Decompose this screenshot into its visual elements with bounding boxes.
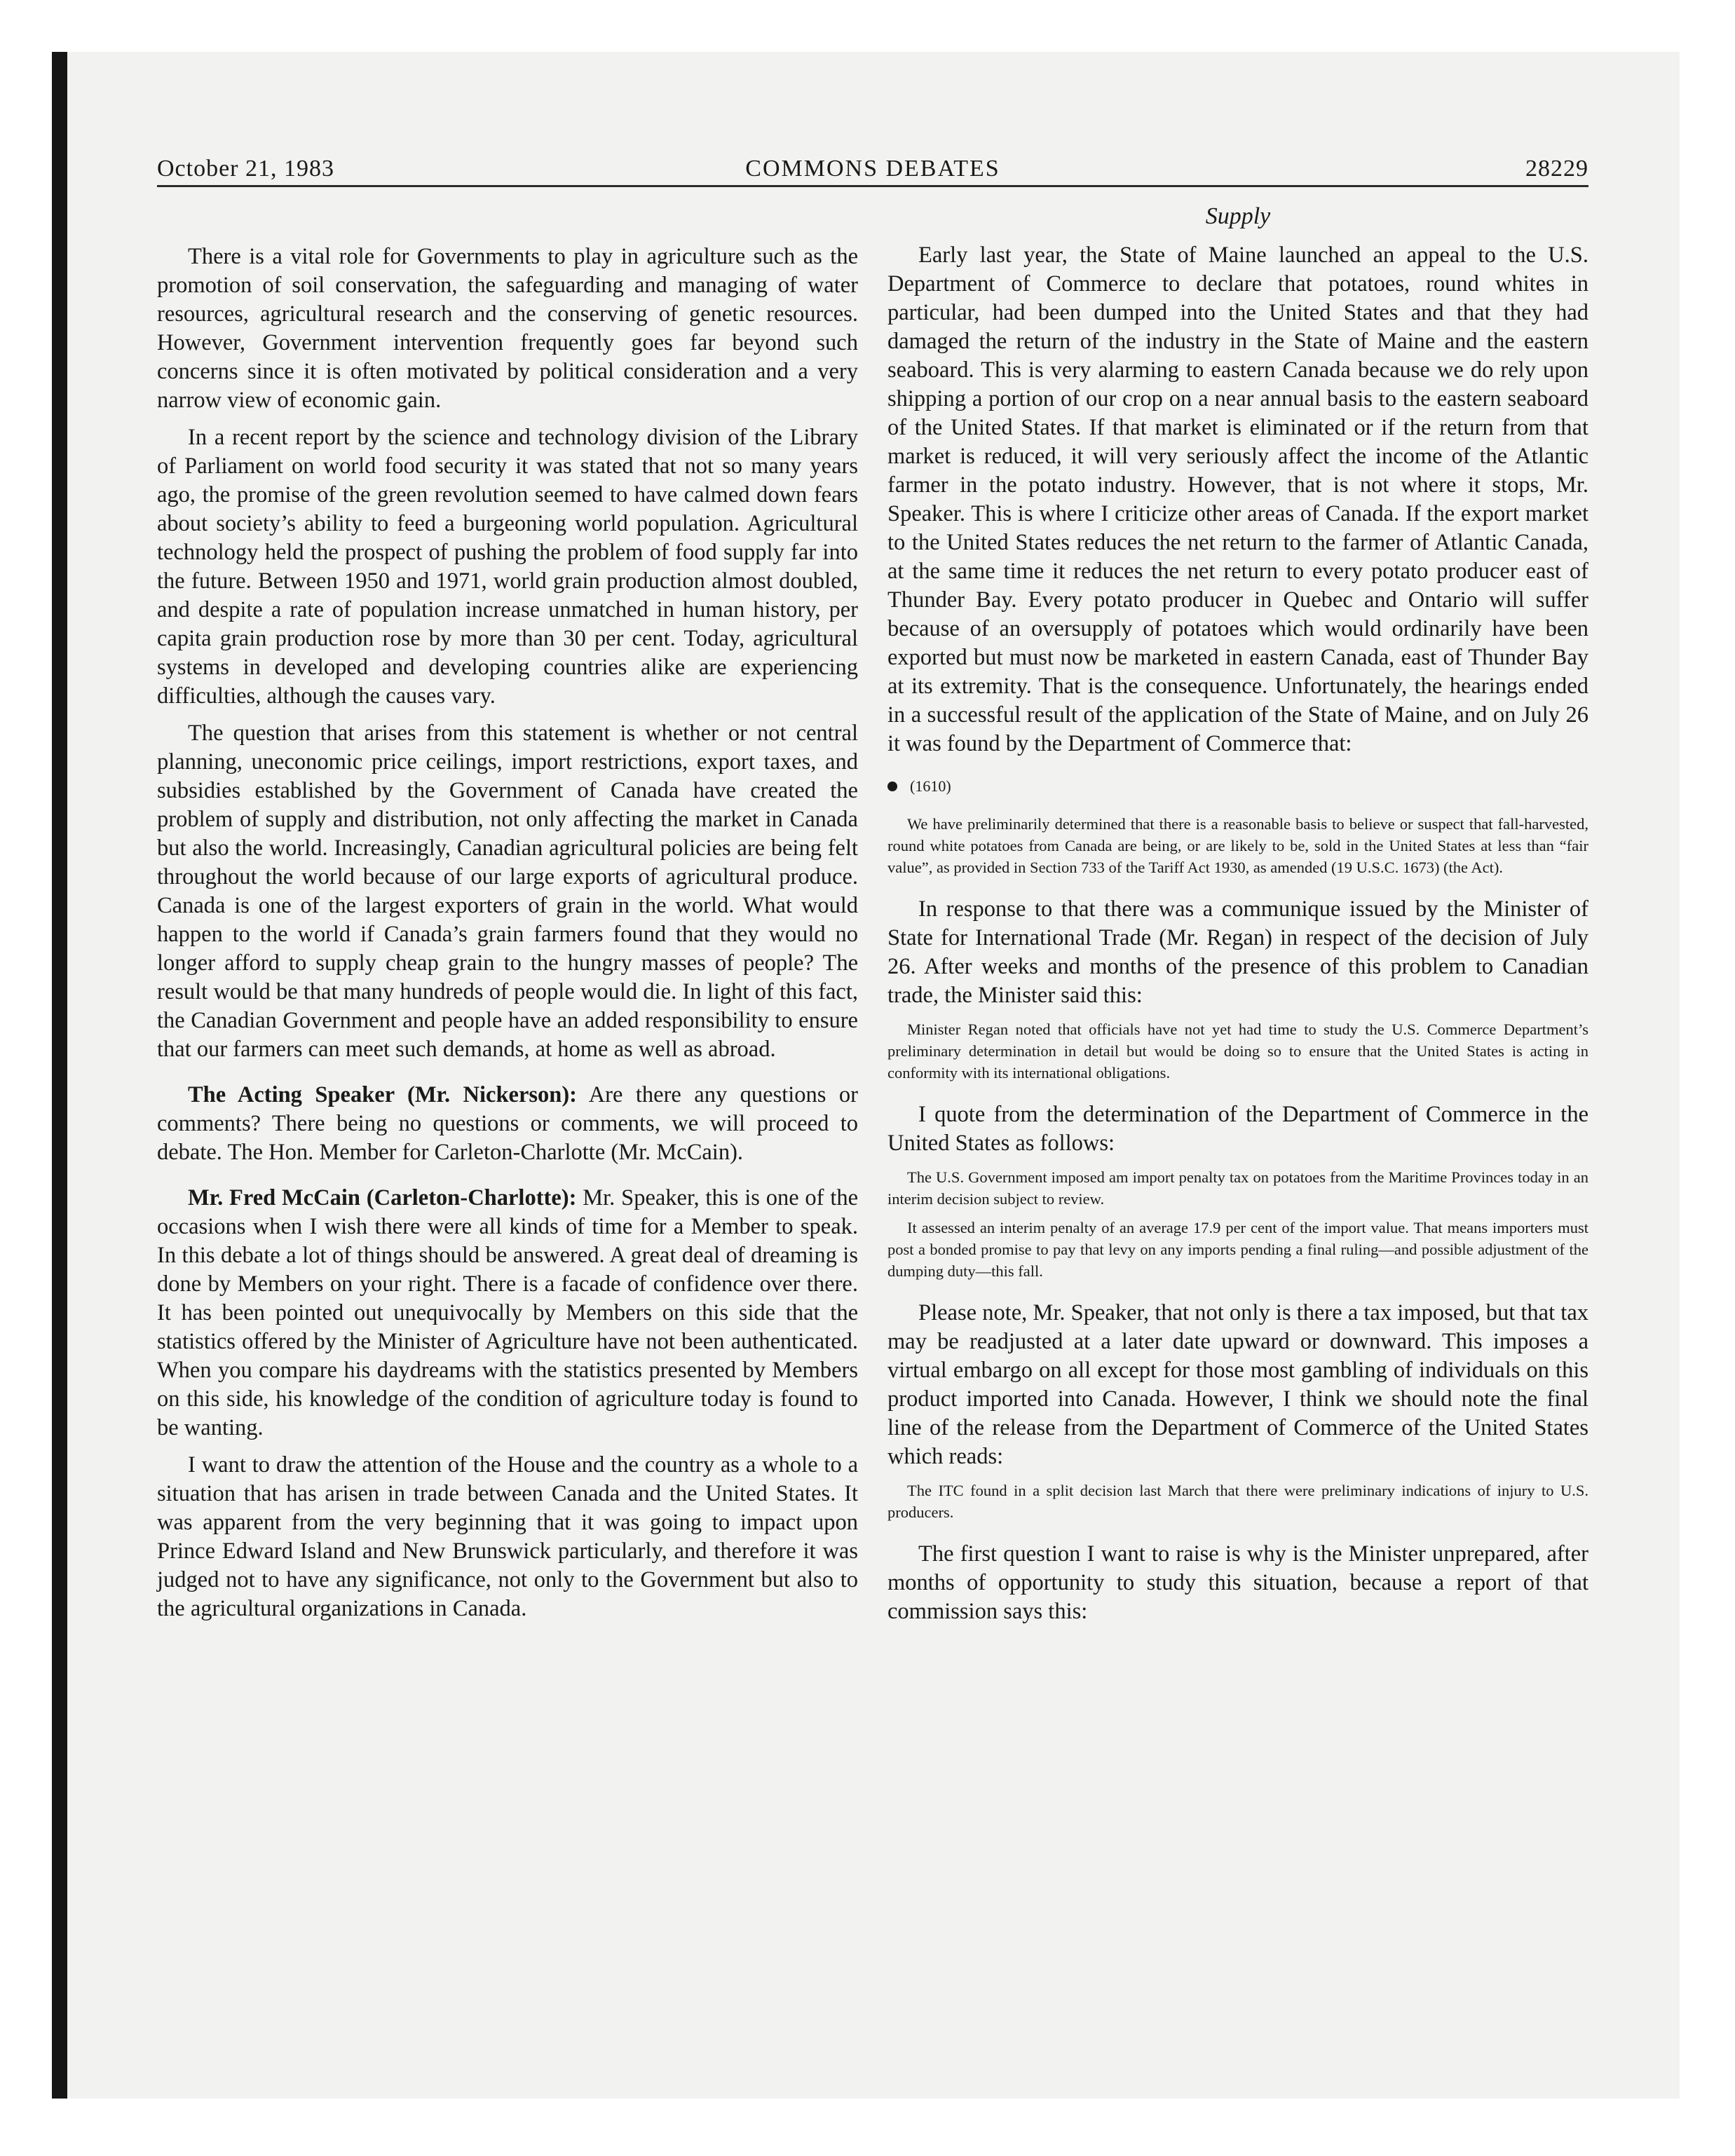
speech-text: Mr. Speaker, this is one of the occasions when I wish there were all kinds of time for a Member to speak. In this debate a lot of things should be answered. A great deal of dreaming is done by Members on your right. There is a facade of confidence over there. It has been pointed out unequivocally by Members on this side that the statistics offered by the Minister of Agriculture have not been authenticated. When you compare his daydreams with the statistics presented by Members on this side, his knowledge of the condition of agriculture today is found to be wanting. — [157, 1185, 859, 1440]
bullet-icon — [887, 782, 897, 791]
paragraph: I want to draw the attention of the House and the country as a whole to a situation that has arisen in trade between Canada and the United States. It was apparent from the very beginning that it was going to impact upon Prince Edward Island and New Brunswick particularly, and therefore it was judged not to have any significance, not only to the Government but also to the agricultural organizations in Canada. — [157, 1452, 858, 1621]
speaker-name: Mr. Fred McCain (Carleton-Charlotte): — [188, 1185, 577, 1210]
speech-text: Are there any questions or comments? There being no questions or comments, we will proceed to debate. The Hon. Member for Carleton-Charlotte (Mr. McCain). — [157, 1082, 858, 1165]
header-publication: COMMONS DEBATES — [745, 156, 1000, 182]
block-quote: We have preliminarily determined that there is a reasonable basis to believe or suspect that fall-harvested, round white potatoes from Canada are being, or are likely to be, sold in the United States at less than “fair value”, as provided in Section 733 of the Tariff Act 1930, as amended (19 U.S.C. 1673) (the Act). — [887, 815, 1588, 876]
time-marker-text: (1610) — [910, 777, 951, 795]
paragraph: There is a vital role for Governments to play in agriculture such as the promotion of soil conservation, the safeguarding and managing of water resources, agricultural research and the conserving of genetic resources. However, Government intervention frequently goes far beyond such concerns since it is often motivated by political consideration and a very narrow view of economic gain. — [157, 244, 858, 413]
block-quote: The U.S. Government imposed am import penalty tax on potatoes from the Maritime Provinces today in an interim decision subject to review. — [887, 1168, 1588, 1208]
block-quote: Minister Regan noted that officials have not yet had time to study the U.S. Commerce Department’s preliminary determination in detail but would be doing so to ensure that the United States is acting in conformity with its international obligations. — [887, 1021, 1588, 1082]
block-quote: It assessed an interim penalty of an average 17.9 per cent of the import value. That means importers must post a bonded promise to pay that levy on any imports pending a final ruling—and possible adjustment of the dumping duty—this fall. — [887, 1219, 1588, 1280]
paragraph: In a recent report by the science and technology division of the Library of Parliament on world food security it was stated that not so many years ago, the promise of the green revolution seemed to have calmed down fears about society’s ability to feed a burgeoning world population. Agricultural technology held the prospect of pushing the problem of food supply far into the future. Between 1950 and 1971, world grain production almost doubled, and despite a rate of population increase unmatched in human history, per capita grain production rose by more than 30 per cent. Today, agricultural systems in developed and developing countries alike are experiencing difficulties, although the causes vary. — [157, 425, 858, 709]
speech-paragraph — [157, 1184, 858, 1442]
paragraph: The question that arises from this statement is whether or not central planning, uneconomic price ceilings, import restrictions, export taxes, and subsidies established by the Government of Canada have created the problem of supply and distribution, not only affecting the market in Canada but also the world. Increasingly, Canadian agricultural policies are being felt throughout the world because of our large exports of agricultural produce. Canada is one of the largest exporters of grain in the world. What would happen to the world if Canada’s grain farmers found that they would no longer afford to supply cheap grain to the hungry masses of people? The result would be that many hundreds of people would die. In light of this fact, the Canadian Government and people have an added responsibility to ensure that our farmers can meet such demands, at home as well as abroad. — [157, 721, 858, 1062]
paragraph: In response to that there was a communique issued by the Minister of State for International Trade (Mr. Regan) in respect of the decision of July 26. After weeks and months of the presence of this problem to Canadian trade, the Minister said this: — [887, 896, 1588, 1008]
section-title: Supply — [1205, 203, 1271, 229]
header-page-number: 28229 — [1525, 156, 1588, 182]
scan-edge — [52, 52, 67, 2099]
header-date: October 21, 1983 — [157, 156, 335, 182]
left-column — [157, 200, 858, 1632]
block-quote: The ITC found in a split decision last March that there were preliminary indications of injury to U.S. producers. — [887, 1482, 1588, 1521]
time-marker — [887, 775, 1588, 798]
paragraph: I quote from the determination of the Department of Commerce in the United States as follows: — [887, 1102, 1588, 1156]
paragraph: Please note, Mr. Speaker, that not only is there a tax imposed, but that tax may be readjusted at a later date upward or downward. This imposes a virtual embargo on all except for those most gambling of individuals on this product imported into Canada. However, I think we should note the final line of the release from the Department of Commerce of the United States which reads: — [887, 1300, 1588, 1469]
paragraph: The first question I want to raise is why is the Minister unprepared, after months of opportunity to study this situation, because a report of that commission says this: — [887, 1541, 1588, 1624]
speaker-name: The Acting Speaker (Mr. Nickerson): — [188, 1082, 578, 1107]
paragraph: Early last year, the State of Maine launched an appeal to the U.S. Department of Commerce to declare that potatoes, round whites in particular, had been dumped into the United States and that they had damaged the return of the industry in the State of Maine and the eastern seaboard. This is very alarming to eastern Canada because we do rely upon shipping a portion of our crop on a near annual basis to the eastern seaboard of the United States. If that market is eliminated or if the return from that market is reduced, it will very seriously affect the income of the Atlantic farmer in the potato industry. However, that is not where it stops, Mr. Speaker. This is where I criticize other areas of Canada. If the export market to the United States reduces the net return to the farmer of Atlantic Canada, at the same time it reduces the net return to every potato producer east of Thunder Bay. Every potato producer in Quebec and Ontario will suffer because of an oversupply of potatoes which would ordinarily have been exported but must now be marketed in eastern Canada, east of Thunder Bay at its extremity. That is the consequence. Unfortunately, the hearings ended in a successful result of the application of the State of Maine, and on July 26 it was found by the Department of Commerce that: — [887, 243, 1588, 756]
right-column — [887, 200, 1588, 1635]
running-header — [157, 153, 1588, 187]
speech-paragraph — [157, 1081, 858, 1167]
